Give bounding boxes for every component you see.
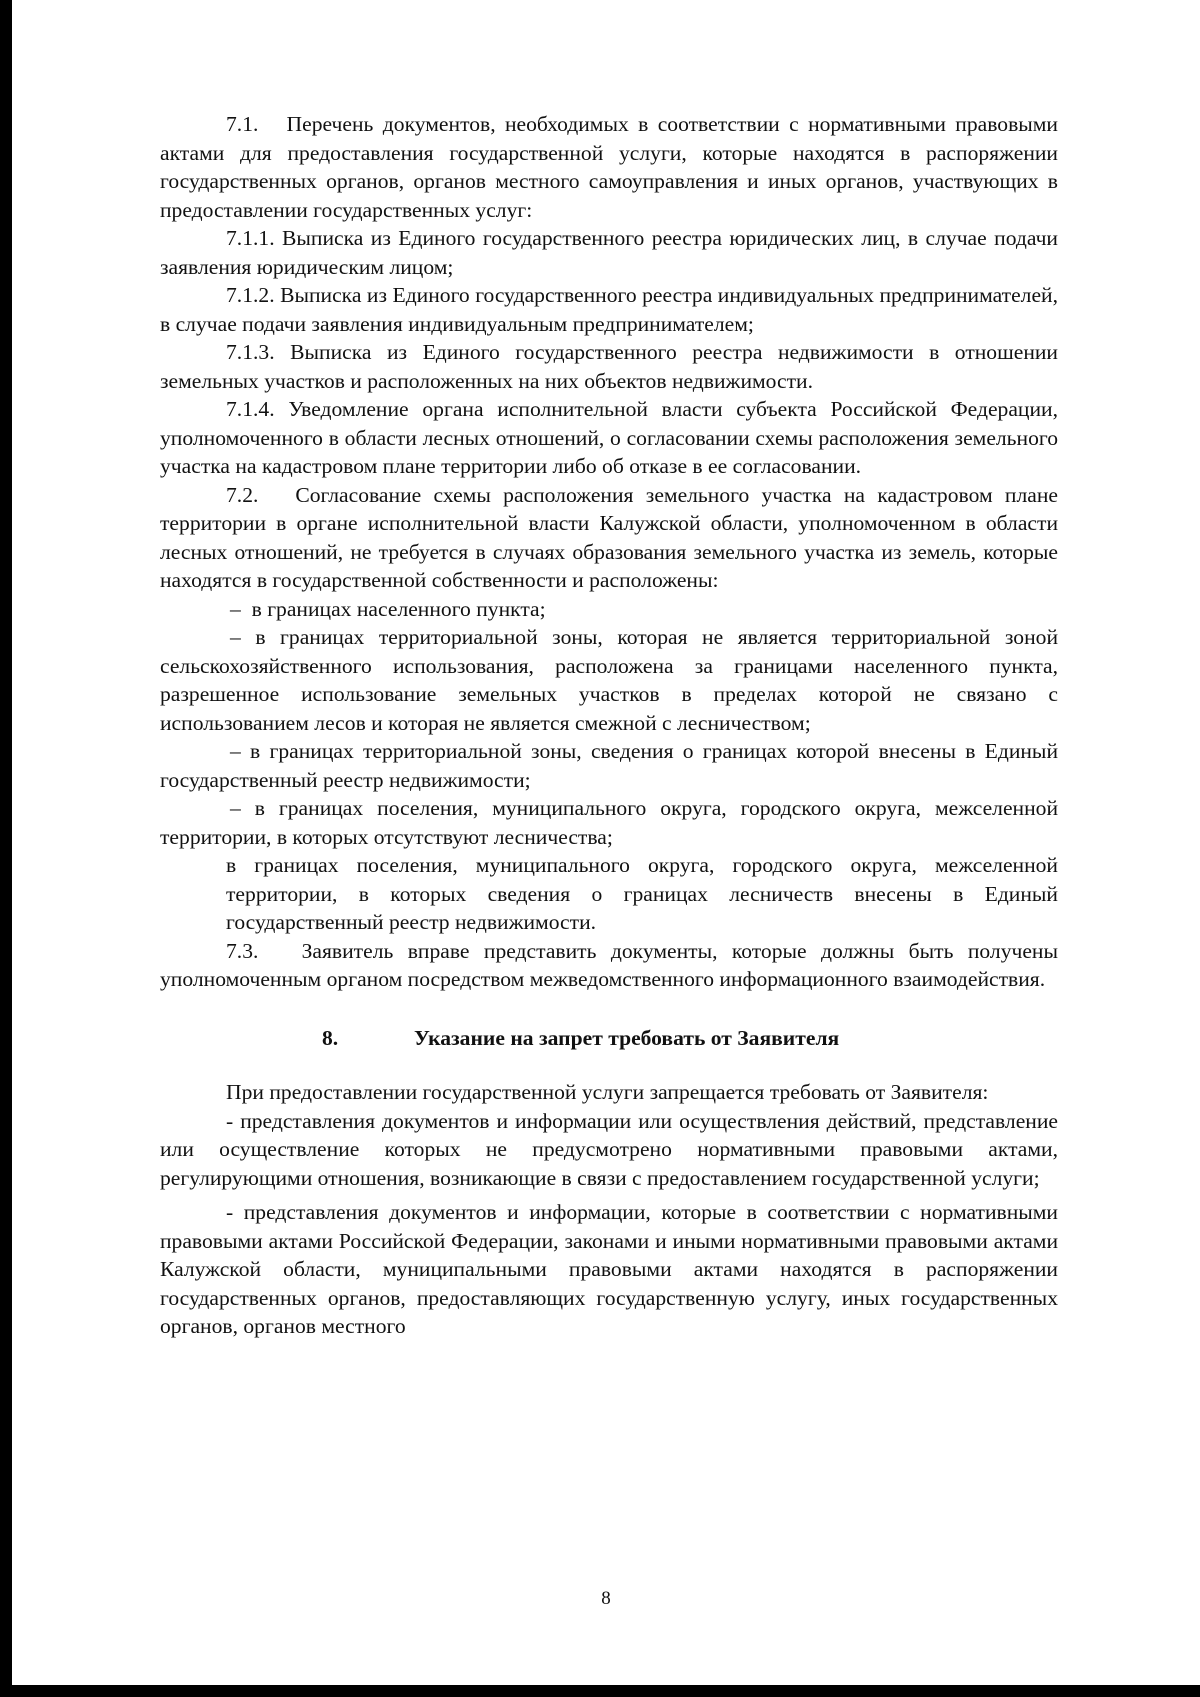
document-body [160, 110, 1058, 1341]
document-page [12, 0, 1200, 1685]
list-item: – в границах поселения, муниципального округа, городского округа, межселенной территории, в которых отсутствуют лесничества; [160, 796, 1058, 849]
list-item: – в границах населенного пункта; [230, 596, 546, 621]
list-item: в границах поселения, муниципального округа, городского округа, межселенной территории, в которых сведения о границах лесничеств внесены в Единый государственный реестр недвижимости. [226, 853, 1058, 934]
paragraph-7-1-2: 7.1.2. Выписка из Единого государственного реестра индивидуальных предпринимателей, в случае подачи заявления индивидуальным предпринимателем; [160, 283, 1058, 336]
paragraph-7-1: 7.1. Перечень документов, необходимых в соответствии с нормативными правовыми актами для предоставления государственной услуги, которые находятся в распоряжении государственных органов, органов местного самоуправления и иных органов, участвующих в предоставлении государственных услуг: [160, 112, 1058, 222]
paragraph-7-1-3: 7.1.3. Выписка из Единого государственного реестра недвижимости в отношении земельных участков и расположенных на них объектов недвижимости. [160, 340, 1058, 393]
list-item: – в границах территориальной зоны, которая не является территориальной зоной сельскохозяйственного использования, расположена за границами населенного пункта, разрешенное использование земельных участков в пределах которой не связано с использованием лесов и которая не является смежной с лесничеством; [160, 625, 1058, 735]
paragraph-7-2: 7.2. Согласование схемы расположения земельного участка на кадастровом плане территории в органе исполнительной власти Калужской области, уполномоченном в области лесных отношений, не требуется в случаях образования земельного участка из земель, которые находятся в государственной собственности и расположены: [160, 482, 1058, 592]
paragraph-7-1-1: 7.1.1. Выписка из Единого государственного реестра юридических лиц, в случае подачи заявления юридическим лицом; [160, 226, 1058, 279]
list-item: - представления документов и информации или осуществления действий, представление или осуществление которых не предусмотрено нормативными правовыми актами, регулирующими отношения, возникающие в связи с предоставлением государственной услуги; [160, 1108, 1058, 1190]
list-item: – в границах территориальной зоны, сведения о границах которой внесены в Единый государственный реестр недвижимости; [160, 739, 1058, 792]
paragraph-8-intro: При предоставлении государственной услуги запрещается требовать от Заявителя: [226, 1080, 989, 1104]
list-item: - представления документов и информации, которые в соответствии с нормативными правовыми актами Российской Федерации, законами и иными нормативными правовыми актами Калужской области, муниципальными правовыми актами находятся в распоряжении государственных органов, предоставляющих государственную услугу, иных государственных органов, органов местного [160, 1200, 1058, 1338]
paragraph-7-3: 7.3. Заявитель вправе представить документы, которые должны быть получены уполномоченным органом посредством межведомственного информационного взаимодействия. [160, 938, 1058, 991]
paragraph-7-1-4: 7.1.4. Уведомление органа исполнительной власти субъекта Российской Федерации, уполномоченного в области лесных отношений, о согласовании схемы расположения земельного участка на кадастровом плане территории либо об отказе в ее согласовании. [160, 397, 1058, 478]
page-number: 8 [601, 1588, 611, 1609]
section-title: Указание на запрет требовать от Заявителя [414, 1025, 840, 1050]
section-heading [160, 1024, 1058, 1053]
section-number: 8. [322, 1025, 339, 1050]
